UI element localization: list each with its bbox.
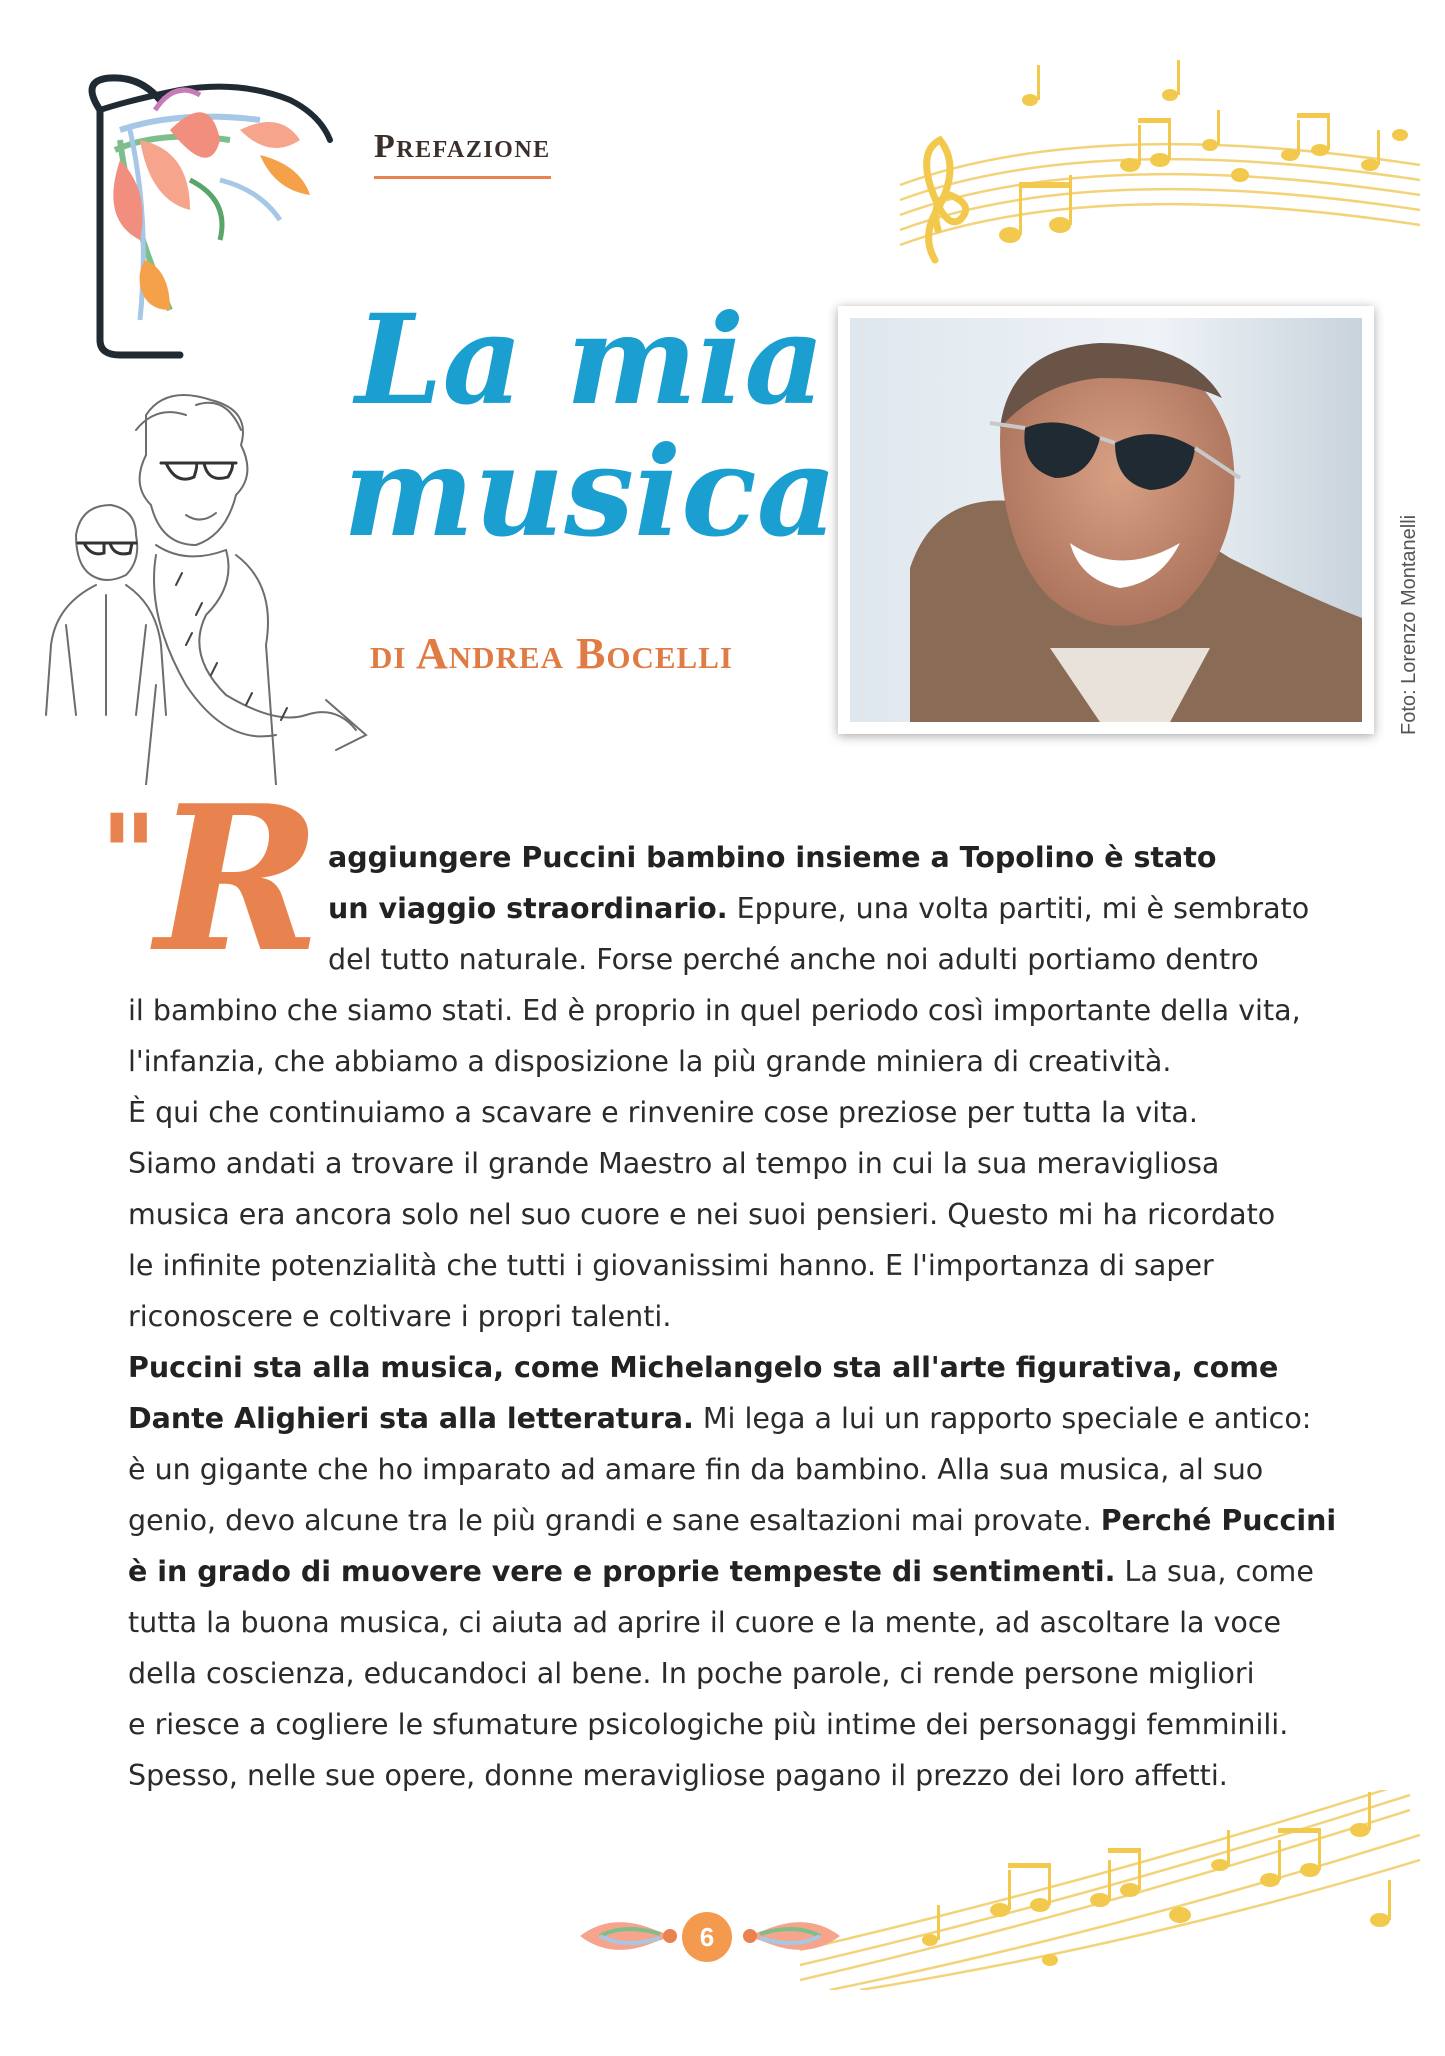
opening-quote-mark: " xyxy=(100,790,158,919)
body-line: genio, devo alcune tra le più grandi e sane esaltazioni mai provate. Perché Puccini xyxy=(128,1504,1337,1537)
body-line: Dante Alighieri sta alla letteratura. Mi lega a lui un rapporto speciale e antico: xyxy=(128,1402,1312,1435)
dropcap-letter: R xyxy=(155,762,322,997)
body-line: l'infanzia, che abbiamo a disposizione la più grande miniera di creatività. xyxy=(128,1045,1172,1078)
title-line-2: musica xyxy=(342,420,838,565)
title-line-1: La mia xyxy=(355,288,825,433)
body-line: tutta la buona musica, ci aiuta ad aprire il cuore e la mente, ad ascoltare la voce xyxy=(128,1606,1282,1639)
body-line: è un gigante che ho imparato ad amare fin da bambino. Alla sua musica, al suo xyxy=(128,1453,1264,1486)
body-line: Siamo andati a trovare il grande Maestro al tempo in cui la sua meravigliosa xyxy=(128,1147,1220,1180)
music-notes-decoration xyxy=(890,55,1430,275)
section-label: Prefazione xyxy=(374,128,551,179)
body-line: musica era ancora solo nel suo cuore e nei suoi pensieri. Questo mi ha ricordato xyxy=(128,1198,1276,1231)
article-body xyxy=(128,832,1337,1801)
body-line: riconoscere e coltivare i propri talenti. xyxy=(128,1300,672,1333)
body-line: È qui che continuiamo a scavare e rinvenire cose preziose per tutta la vita. xyxy=(128,1096,1198,1129)
body-line: Puccini sta alla musica, come Michelangelo sta all'arte figurativa, come xyxy=(128,1351,1279,1384)
body-line: è in grado di muovere vere e proprie tempeste di sentimenti. La sua, come xyxy=(128,1555,1314,1588)
author-photo xyxy=(850,318,1362,722)
body-line: del tutto naturale. Forse perché anche noi adulti portiamo dentro xyxy=(328,943,1259,976)
pencil-sketch-illustration xyxy=(36,385,426,785)
music-notes-decoration-bottom xyxy=(800,1790,1420,1990)
byline: di Andrea Bocelli xyxy=(370,629,733,678)
body-line: un viaggio straordinario. Eppure, una volta partiti, mi è sembrato xyxy=(328,892,1310,925)
body-line: Spesso, nelle sue opere, donne meravigliose pagano il prezzo dei loro affetti. xyxy=(128,1759,1228,1792)
body-line: aggiungere Puccini bambino insieme a Topolino è stato xyxy=(328,841,1217,874)
page-number: 6 xyxy=(682,1912,732,1962)
photo-credit: Foto: Lorenzo Montanelli xyxy=(1398,514,1420,735)
author-photo-frame xyxy=(838,306,1374,734)
body-line: della coscienza, educandoci al bene. In poche parole, ci rende persone migliori xyxy=(128,1657,1255,1690)
body-line: e riesce a cogliere le sfumature psicologiche più intime dei personaggi femminili. xyxy=(128,1708,1289,1741)
body-line: il bambino che siamo stati. Ed è proprio in quel periodo così importante della vita, xyxy=(128,994,1301,1027)
body-line: le infinite potenzialità che tutti i giovanissimi hanno. E l'importanza di saper xyxy=(128,1249,1214,1282)
floral-corner-ornament xyxy=(60,70,360,360)
